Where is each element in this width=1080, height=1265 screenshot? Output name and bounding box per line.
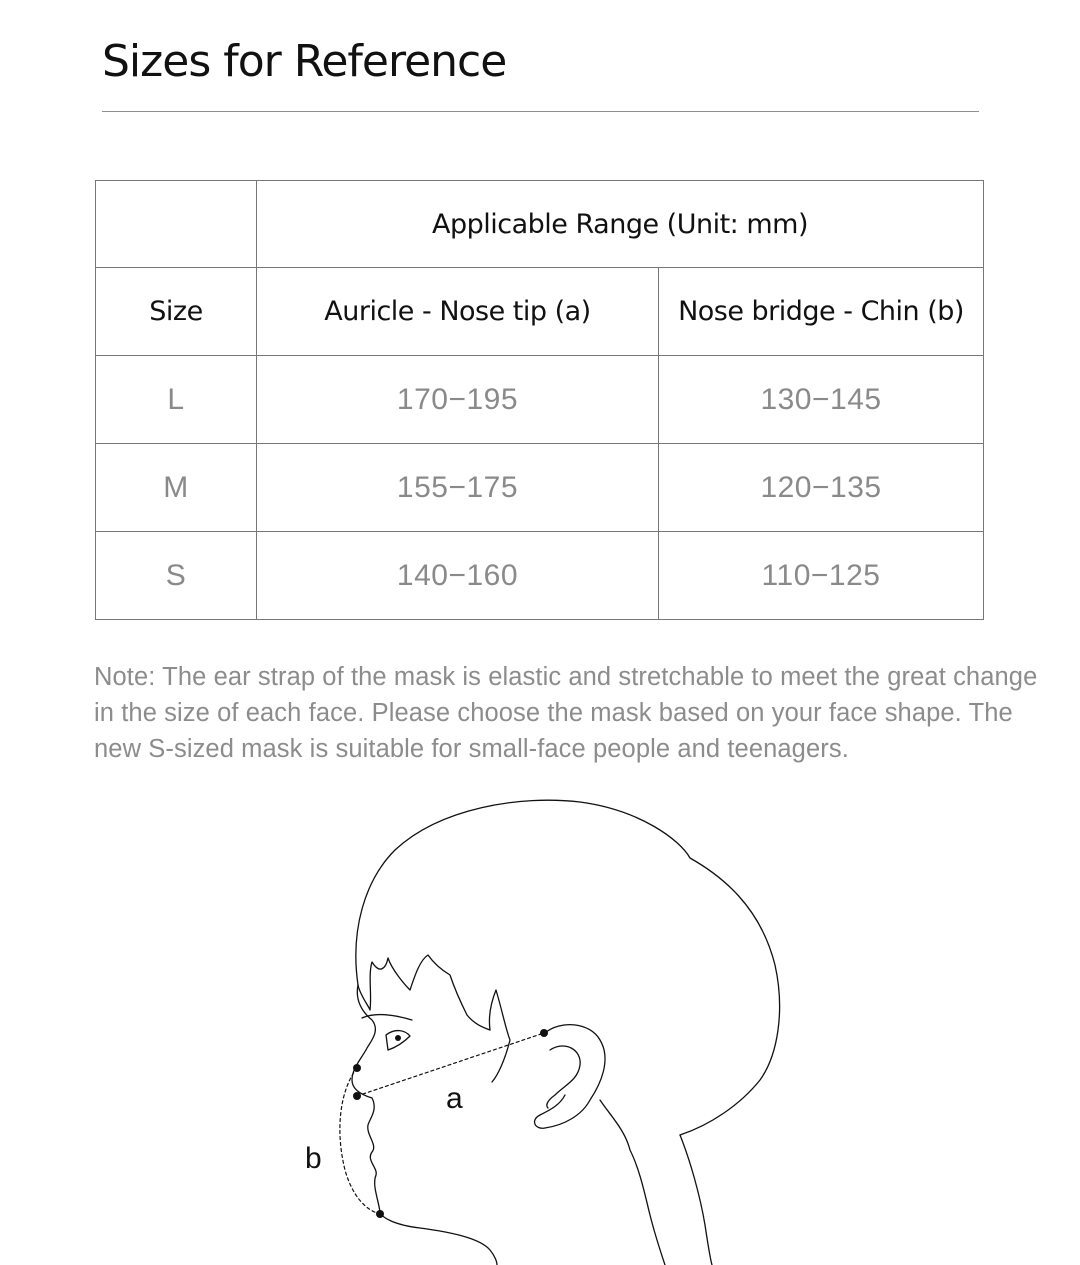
range-b-cell: 130−145	[659, 356, 984, 444]
point-nose-tip	[353, 1092, 361, 1100]
page-title: Sizes for Reference	[102, 36, 507, 87]
label-b: b	[305, 1142, 322, 1175]
label-a: a	[446, 1082, 463, 1115]
column-header-auricle-nose: Auricle - Nose tip (a)	[257, 268, 659, 356]
note-text: Note: The ear strap of the mask is elastic and stretchable to meet the great change in the size of each face. Please choose the mask based on your face shape. The new S-sized mask is suitable for small-face people and teenagers.	[94, 663, 1038, 763]
range-a-cell: 140−160	[257, 532, 659, 620]
column-header-nose-chin: Nose bridge - Chin (b)	[659, 268, 984, 356]
ear	[535, 1025, 605, 1129]
table-row	[96, 356, 984, 444]
face-profile	[352, 985, 497, 1265]
size-cell: S	[96, 532, 257, 620]
table-header-row-group	[96, 181, 984, 268]
applicable-range-header: Applicable Range (Unit: mm)	[257, 181, 984, 268]
point-ear	[540, 1029, 548, 1037]
size-table	[95, 180, 984, 620]
cheek-line	[489, 990, 510, 1082]
title-divider	[102, 111, 979, 112]
size-cell: M	[96, 444, 257, 532]
point-chin	[376, 1210, 384, 1218]
point-nose-bridge	[353, 1064, 361, 1072]
neck-back	[680, 1135, 712, 1265]
jaw-neck	[600, 1100, 665, 1265]
range-a-cell: 170−195	[257, 356, 659, 444]
column-header-size: Size	[96, 268, 257, 356]
head-profile-icon	[0, 780, 1080, 1265]
table-row	[96, 444, 984, 532]
table-header-row	[96, 268, 984, 356]
range-a-cell: 155−175	[257, 444, 659, 532]
table-row	[96, 532, 984, 620]
size-cell: L	[96, 356, 257, 444]
range-b-cell: 110−125	[659, 532, 984, 620]
range-b-cell: 120−135	[659, 444, 984, 532]
hair-fringe	[358, 955, 490, 1030]
table-corner-cell	[96, 181, 257, 268]
